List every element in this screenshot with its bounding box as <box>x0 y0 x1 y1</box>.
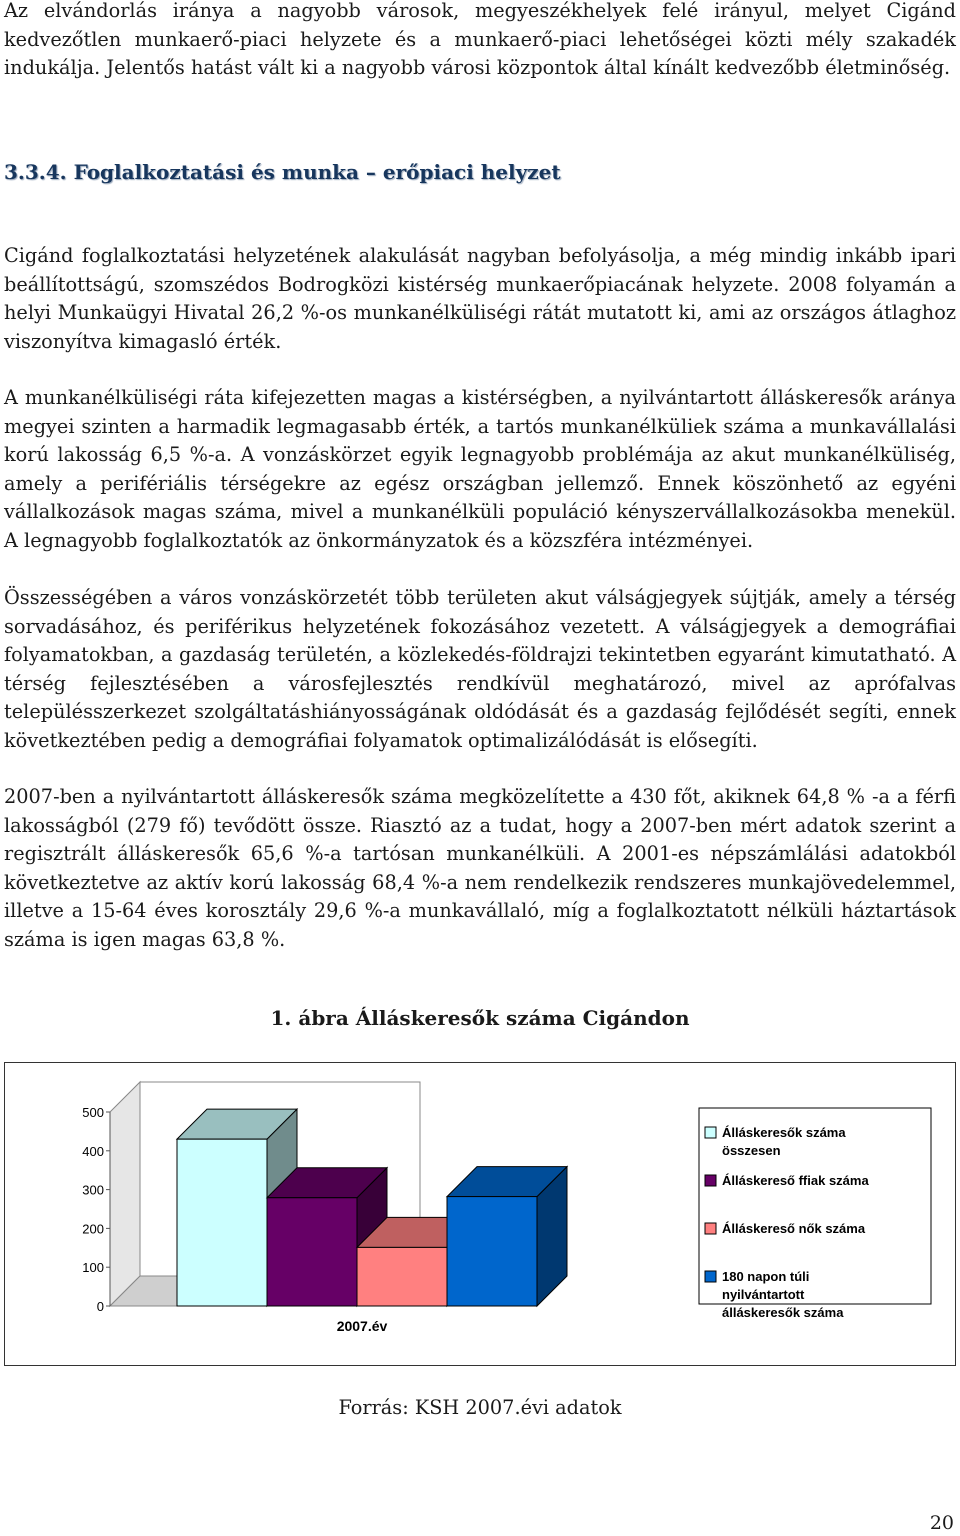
legend-label: nyilvántartott <box>722 1287 805 1302</box>
section-heading: 3.3.4. Foglalkoztatási és munka – erőpiaci helyzet <box>4 160 561 184</box>
legend-label: Álláskeresők száma <box>722 1125 846 1140</box>
legend-label: Álláskereső nők száma <box>722 1221 866 1236</box>
legend-label: 180 napon túli <box>722 1269 810 1284</box>
legend-swatch <box>705 1271 716 1282</box>
y-tick-label: 500 <box>82 1105 104 1120</box>
chart-side-wall <box>110 1082 140 1306</box>
legend-swatch <box>705 1175 716 1186</box>
page-number: 20 <box>929 1512 954 1534</box>
y-tick-label: 0 <box>96 1299 104 1314</box>
bar <box>357 1247 447 1306</box>
job-seekers-chart <box>5 1063 954 1364</box>
bar <box>447 1197 537 1306</box>
paragraph-employment-situation: Cigánd foglalkoztatási helyzetének alakulását nagyban befolyásolja, a még mindig inkább ipari beállítottságú, szomszédos Bodrogközi kistérség munkaerőpiacának helyzete. 2008 folyamán a helyi Munkaügyi Hivatal 26,2 %-os munkanélküliségi rátát mutatott ki, ami az országos átlaghoz viszonyítva kimagasló érték. <box>4 244 956 353</box>
legend-label: álláskeresők száma <box>722 1305 844 1320</box>
bar <box>177 1139 267 1306</box>
paragraph-crisis-signs: Összességében a város vonzáskörzetét több területen akut válságjegyek sújtják, amely a térség sorvadásához, és periférikus helyzetének fokozásához vezetett. A válságjegyek a demográfiai folyamatokban, a gazdaság területén, a közlekedés-földrajzi tekintetben egyaránt kimutatható. A térség fejlesztésében a városfejlesztés rendkívül meghatározó, mivel az aprófalvas településszerkezet szolgáltatáshiányosságának oldódását és a gazdaság fejlődését segíti, ennek következtében pedig a demográfiai folyamatok optimalizálódását is elősegíti. <box>4 586 956 752</box>
chart-frame <box>4 1062 956 1366</box>
source-note: Forrás: KSH 2007.évi adatok <box>338 1396 622 1419</box>
legend-swatch <box>705 1127 716 1138</box>
intro-paragraph: Az elvándorlás iránya a nagyobb városok, megyeszékhelyek felé irányul, melyet Cigánd kedvezőtlen munkaerő-piaci helyzete és a munkaerő-piaci lehetőségei közti mély szakadék indukálja. Jelentős hatást vált ki a nagyobb városi központok által kínált kedvezőbb életminőség. <box>4 0 956 80</box>
y-tick-label: 100 <box>82 1260 104 1276</box>
legend-label: összesen <box>722 1143 781 1158</box>
figure-title: 1. ábra Álláskeresők száma Cigándon <box>270 1006 690 1030</box>
bar <box>267 1198 357 1306</box>
paragraph-2007-statistics: 2007-ben a nyilvántartott álláskeresők száma megközelítette a 430 főt, akiknek 64,8 % -a a férfi lakosságból (279 fő) tevődött össze. Riasztó az a tudat, hogy a 2007-ben mért adatok szerint a regisztrált álláskeresők 65,6 %-a tartósan munkanélküli. A 2001-es népszámlálási adatokból következtetve az aktív korú lakosság 68,4 %-a nem rendelkezik rendszeres munkajövedelemmel, illetve a 15-64 éves korosztály 29,6 %-a munkavállaló, míg a foglalkoztatott nélküli háztartások száma is igen magas 63,8 %. <box>4 785 956 951</box>
y-tick-label: 300 <box>82 1182 104 1198</box>
legend-swatch <box>705 1223 716 1234</box>
y-tick-label: 400 <box>82 1143 104 1159</box>
category-label: 2007.év <box>336 1318 388 1334</box>
y-tick-label: 200 <box>82 1221 104 1237</box>
legend-label: Álláskereső ffiak száma <box>722 1173 869 1188</box>
paragraph-unemployment-rate: A munkanélküliségi ráta kifejezetten magas a kistérségben, a nyilvántartott álláskeresők aránya megyei szinten a harmadik legmagasabb érték, a tartós munkanélküliek száma a munkavállalási korú lakosság 6,5 %-a. A vonzáskörzet egyik legnagyobb problémája az akut munkanélküliség, amely a perifériális térségekre az egész országban jellemző. Ennek köszönhető az egyéni vállalkozások magas száma, mivel a munkanélküli populáció kényszervállalkozásokba menekül. A legnagyobb foglalkoztatók az önkormányzatok és a közszféra intézményei. <box>4 386 956 552</box>
